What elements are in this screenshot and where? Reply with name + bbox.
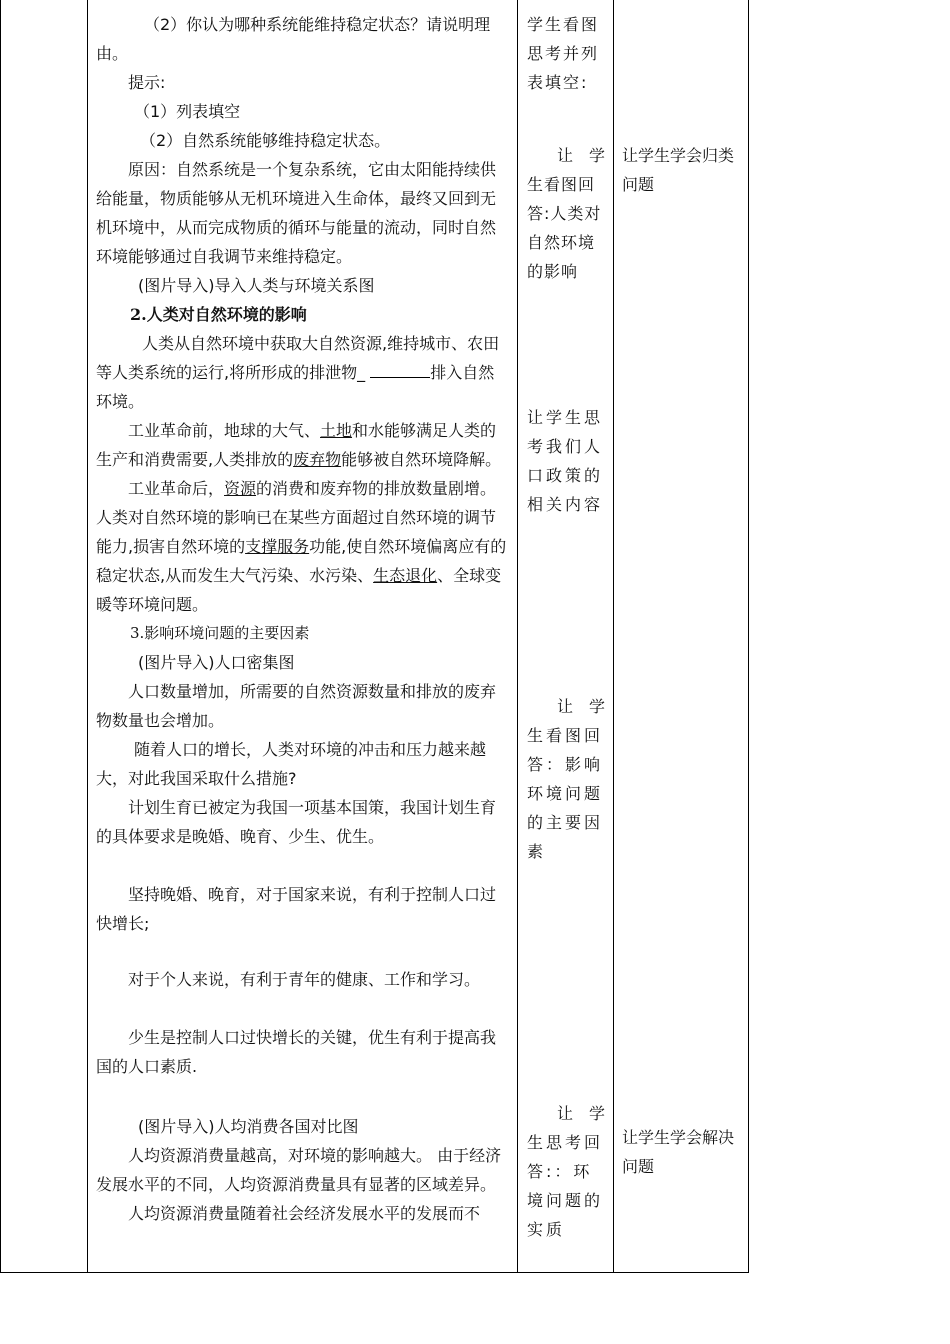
spacer xyxy=(96,994,509,1023)
population-paragraph-4: 坚持晚婚、晚育，对于国家来说，有利于控制人口过快增长; xyxy=(96,885,497,933)
student-activity-5 xyxy=(527,1099,605,1244)
student-activity-5-line1: 让 学 xyxy=(557,1104,605,1123)
hint-item-2: （2）自然系统能够维持稳定状态。 xyxy=(140,131,391,150)
student-activity-5-rest: 生思考回答:：环境问题的实质 xyxy=(527,1133,604,1239)
population-paragraph-6: 少生是控制人口过快增长的关键，优生有利于提高我国的人口素质. xyxy=(96,1028,497,1076)
term-eco-degradation: 生态退化 xyxy=(373,566,438,585)
fill-in-blank xyxy=(370,363,430,378)
term-support-services: 支撑服务 xyxy=(245,537,310,556)
post-text-b: 的消费和废弃物的排放数量剧增。人类对自然环境的影响已在某些方面超过自然环境的调节能力,损害自然环境的 xyxy=(96,479,497,556)
student-activity-4-line1: 让 学 xyxy=(557,697,605,716)
student-activity-2-line1: 让 学 xyxy=(557,146,605,165)
student-activity-4-rest: 生看图回答：影响环境问题的主要因素 xyxy=(527,726,604,861)
image-import-note-1: (图片导入)导入人类与环境关系图 xyxy=(138,276,375,295)
spacer xyxy=(96,938,509,967)
student-activity-3 xyxy=(527,403,605,519)
pre-text-c: 能够被自然环境降解。 xyxy=(341,450,502,469)
section-heading-2: 2.人类对自然环境的影响 xyxy=(130,305,307,324)
student-activity-column xyxy=(527,10,605,97)
table-border-bottom xyxy=(0,1272,749,1273)
image-import-note-2: (图片导入)人口密集图 xyxy=(138,653,295,672)
student-activity-1: 学生看图思考并列表填空: xyxy=(527,15,600,92)
human-impact-text-a: 人类从自然环境中获取大自然资源,维持城市、农田等人类系统的运行,将所形成的排泄物_ xyxy=(96,334,500,382)
image-import-note-3: (图片导入)人均消费各国对比图 xyxy=(138,1117,359,1136)
question-text: （2）你认为哪种系统能维持稳定状态？请说明理由。 xyxy=(96,15,491,63)
student-activity-4 xyxy=(527,692,605,866)
pre-text-a: 工业革命前，地球的大气、 xyxy=(128,421,321,440)
term-resources: 资源 xyxy=(224,479,257,498)
table-border-right xyxy=(748,0,749,1273)
design-purpose-1 xyxy=(622,141,742,199)
consumption-paragraph-2: 人均资源消费量随着社会经济发展水平的发展而不 xyxy=(128,1204,481,1223)
spacer xyxy=(96,851,509,880)
pre-text-b: 和水能够满足人类的生产和消费需要,人类排放的 xyxy=(96,421,497,469)
table-divider-2 xyxy=(517,0,518,1273)
population-paragraph-3: 计划生育已被定为我国一项基本国策，我国计划生育的具体要求是晚婚、晚育、少生、优生。 xyxy=(96,798,497,846)
reason-paragraph: 原因：自然系统是一个复杂系统，它由太阳能持续供给能量，物质能够从无机环境进入生命体，最终又回到无机环境中，从而完成物质的循环与能量的流动，同时自然环境能够通过自我调节来维持稳定。 xyxy=(96,160,497,266)
post-text-d: 、全球变暖等环境问题。 xyxy=(96,566,502,614)
term-soil: 土地 xyxy=(320,421,353,440)
population-paragraph-5: 对于个人来说，有利于青年的健康、工作和学习。 xyxy=(128,970,481,989)
hint-label: 提示: xyxy=(128,73,166,92)
human-impact-text-b: 排入自然环境。 xyxy=(96,363,495,411)
population-paragraph-2: 随着人口的增长，人类对环境的冲击和压力越来越大，对此我国采取什么措施? xyxy=(96,740,487,788)
post-industrial-paragraph xyxy=(96,474,509,619)
term-waste: 废弃物 xyxy=(293,450,342,469)
hint-item-1: （1）列表填空 xyxy=(134,102,241,121)
table-border-left xyxy=(0,0,1,1273)
student-activity-3-text: 让学生思考我们人口政策的相关内容 xyxy=(527,408,604,514)
human-impact-paragraph xyxy=(96,329,509,416)
post-text-c: 功能,使自然环境偏离应有的稳定状态,从而发生大气污染、水污染、 xyxy=(96,537,507,585)
table-divider-1 xyxy=(87,0,88,1273)
design-purpose-1-text: 让学生学会归类问题 xyxy=(622,146,735,194)
design-purpose-2-text: 让学生学会解决问题 xyxy=(622,1128,735,1176)
student-activity-2 xyxy=(527,141,605,286)
design-purpose-2 xyxy=(622,1123,742,1181)
student-activity-2-rest: 生看图回答:人类对自然环境的影响 xyxy=(527,175,602,281)
consumption-paragraph-1: 人均资源消费量越高，对环境的影响越大。 由于经济发展水平的不同，人均资源消费量具有显著的区域差异。 xyxy=(96,1146,502,1194)
post-text-a: 工业革命后， xyxy=(128,479,225,498)
table-divider-3 xyxy=(613,0,614,1273)
spacer xyxy=(96,1081,509,1112)
pre-industrial-paragraph xyxy=(96,416,509,474)
section-heading-3: 3.影响环境问题的主要因素 xyxy=(130,624,310,642)
population-paragraph-1: 人口数量增加，所需要的自然资源数量和排放的废弃物数量也会增加。 xyxy=(96,682,497,730)
teaching-content-column xyxy=(96,10,509,1228)
